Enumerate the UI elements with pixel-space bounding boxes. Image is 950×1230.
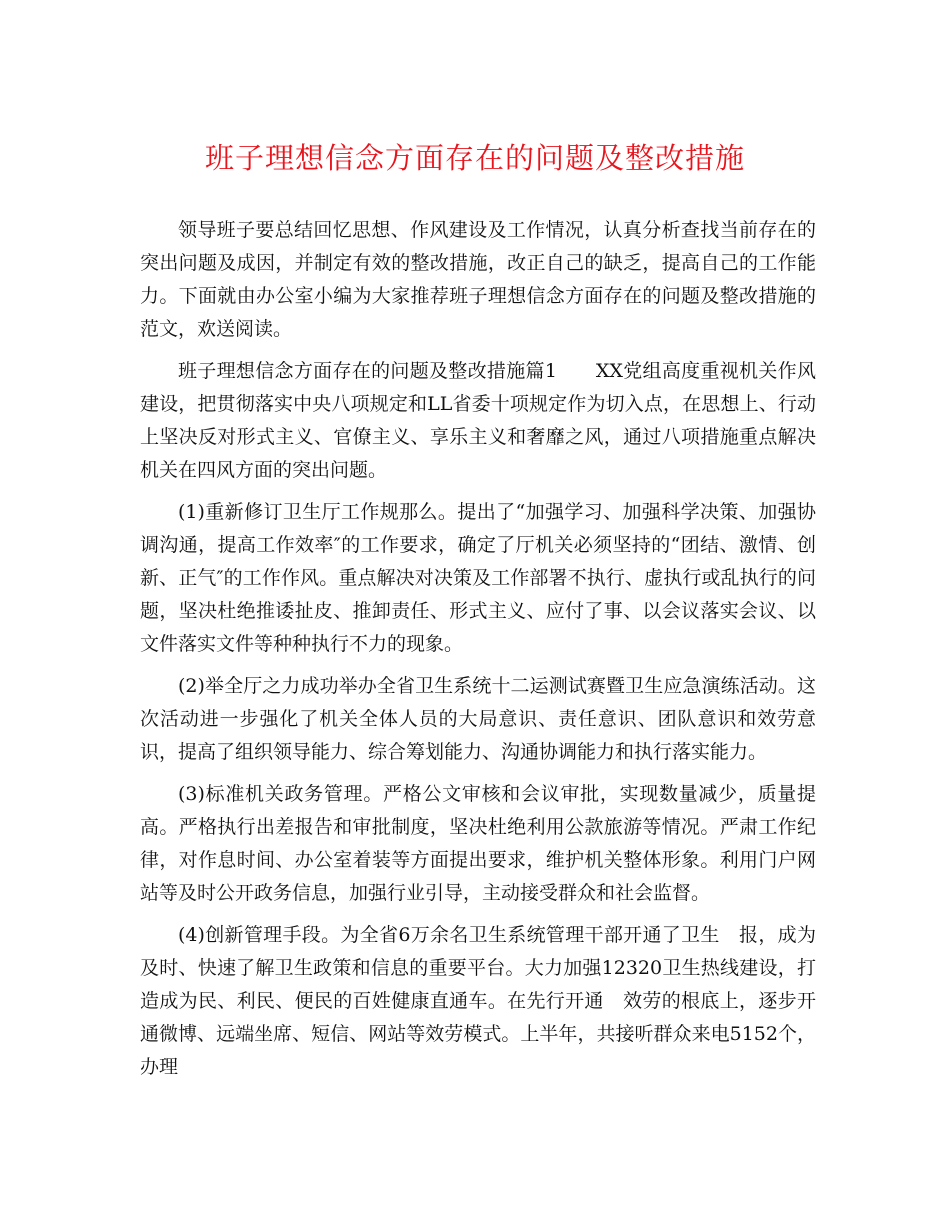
paragraph-intro: 领导班子要总结回忆思想、作风建设及工作情况，认真分析查找当前存在的突出问题及成因，并制定有效的整改措施，改正自己的缺乏，提高自己的工作能力。下面就由办公室小编为大家推荐班子理想信念方面存在的问题及整改措施的范文，欢送阅读。 [140, 219, 816, 340]
paragraph-section-1: 班子理想信念方面存在的问题及整改措施篇1 XX党组高度重视机关作风建设，把贯彻落实中央八项规定和LL省委十项规定作为切入点，在思想上、行动上坚决反对形式主义、官僚主义、享乐主义和奢靡之风，通过八项措施重点解决机关在四风方面的突出问题。 [140, 360, 816, 481]
paragraph-item-4: (4)创新管理手段。为全省6万余名卫生系统管理干部开通了卫生 报，成为及时、快速了解卫生政策和信息的重要平台。大力加强12320卫生热线建设，打造成为民、利民、便民的百姓健康直通车。在先行开通 效劳的根底上，逐步开通微博、远端坐席、短信、网站等效劳模式。上半年，共接听群众来电5152个，办理 [140, 924, 816, 1078]
paragraph-item-3: (3)标准机关政务管理。严格公文审核和会议审批，实现数量减少，质量提高。严格执行出差报告和审批制度，坚决杜绝利用公款旅游等情况。严肃工作纪律，对作息时间、办公室着装等方面提出要求，维护机关整体形象。利用门户网站等及时公开政务信息，加强行业引导，主动接受群众和社会监督。 [140, 783, 816, 904]
document-body [140, 214, 816, 1093]
paragraph-item-1: (1)重新修订卫生厅工作规那么。提出了“加强学习、加强科学决策、加强协调沟通，提高工作效率″的工作要求，确定了厅机关必须坚持的“团结、激情、创新、正气″的工作作风。重点解决对决策及工作部署不执行、虚执行或乱执行的问题，坚决杜绝推诿扯皮、推卸责任、形式主义、应付了事、以会议落实会议、以文件落实文件等种种执行不力的现象。 [140, 501, 816, 655]
paragraph-item-2: (2)举全厅之力成功举办全省卫生系统十二运测试赛暨卫生应急演练活动。这次活动进一步强化了机关全体人员的大局意识、责任意识、团队意识和效劳意识，提高了组织领导能力、综合筹划能力、沟通协调能力和执行落实能力。 [140, 675, 816, 763]
document-title: 班子理想信念方面存在的问题及整改措施 [204, 141, 745, 175]
